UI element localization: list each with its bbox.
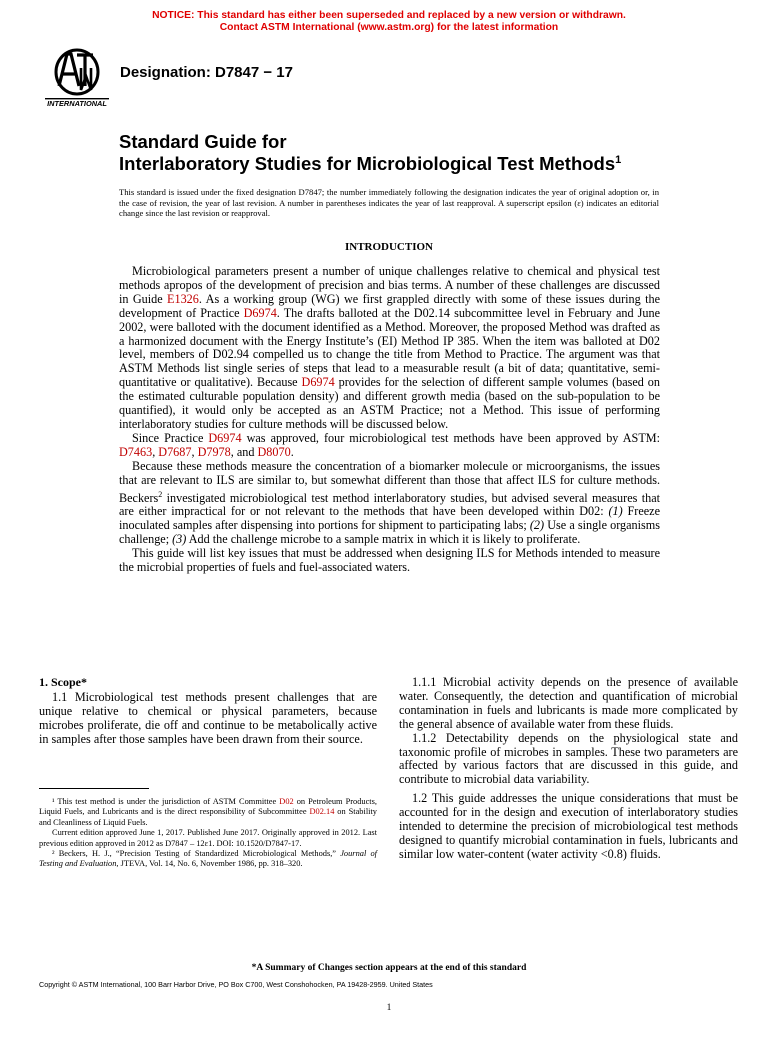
footnote-ref-2[interactable]: 2 (158, 489, 163, 499)
footnote-1: ¹ This test method is under the jurisdiction of ASTM Committee D02 on Petroleum Products, Liquid Fuels, and Lubricants and is the direct responsibility of Subcommittee D02.14 on Stability and Cleanliness of Liquid Fuels. (39, 797, 377, 827)
introduction-heading: INTRODUCTION (344, 241, 433, 253)
footnotes (39, 797, 377, 870)
scope-1-1-1: 1.1.1 Microbial activity depends on the presence of available water. Consequently, the detection and quantification of microbial contamination in fuels and lubricants is made more complicated by the general absence of available water from these fluids. (399, 675, 738, 731)
left-column (39, 676, 377, 747)
link-d6974[interactable]: D6974 (243, 305, 277, 320)
summary-of-changes-note: *A Summary of Changes section appears at the end of this standard (251, 963, 527, 973)
withdrawal-notice (0, 10, 778, 34)
link-d02-14[interactable]: D02.14 (309, 807, 335, 817)
scope-1-1: 1.1 Microbiological test methods present challenges that are unique relative to chemical or physical parameters, because microbes proliferate, die off and continue to be metabolically active in samples after those samples have been drawn from their source. (39, 689, 377, 746)
title-main: Interlaboratory Studies for Microbiological Test Methods (119, 153, 616, 175)
preamble: This standard is issued under the fixed designation D7847; the number immediately following the designation indicates the year of original adoption or, in the case of revision, the year of last revision. A number in parentheses indicates the year of last reapproval. A superscript epsilon (ε) indicates an editorial change since the last revision or reapproval. (119, 187, 659, 219)
scope-heading: 1. Scope* (39, 675, 87, 689)
title-line-2 (119, 151, 621, 173)
designation: Designation: D7847 − 17 (120, 64, 293, 81)
introduction-body (119, 265, 660, 575)
page-number: 1 (386, 1003, 392, 1013)
astm-logo-icon (41, 46, 113, 108)
link-d6974[interactable]: D6974 (301, 375, 335, 390)
intro-paragraph-3: Because these methods measure the concentration of a biomarker molecule or microorganisms, the issues that are relevant to ILS are similar to, but somewhat different than those that affect ILS for culture methods. Beckers$^2$ investigated microbiological test method interlaboratory studies, but advised several measures that are either impractical for or not relevant to the methods that have been developed within D02: (1) Freeze inoculated samples after dispensing into portions for shipment to participating labs; (2) Use a single organisms challenge; (3) Add the challenge microbe to a sample matrix in which it is likely to proliferate. (119, 458, 660, 547)
notice-line-1: NOTICE: This standard has either been superseded and replaced by a new version or withdrawn. (152, 10, 626, 21)
copyright: Copyright © ASTM International, 100 Barr Harbor Drive, PO Box C700, West Conshohocken, PA 19428-2959. United States (39, 980, 433, 989)
logo-wordmark: INTERNATIONAL (47, 99, 107, 108)
title-line-1: Standard Guide for (119, 131, 287, 152)
link-d02[interactable]: D02 (279, 797, 294, 806)
intro-paragraph-4: This guide will list key issues that must be addressed when designing ILS for Methods intended to measure the microbial properties of fuels and fuel-associated waters. (119, 546, 660, 575)
link-d6974[interactable]: D6974 (208, 430, 242, 445)
document-title (119, 132, 621, 173)
right-column (399, 676, 738, 862)
scope-1-1-2: 1.1.2 Detectability depends on the physiological state and taxonomic profile of microbes in samples. These two parameters are affected by various factors that are discussed in this guide, and contribute to microbial data variability. (399, 730, 738, 787)
intro-paragraph-1: Microbiological parameters present a number of unique challenges relative to chemical and physical test methods apropos of the development of precision and bias terms. A number of these challenges are discussed in Guide E1326. As a working group (WG) we first grappled directly with some of these issues during the development of Practice D6974. The drafts balloted at the D02.14 subcommittee level in February and June 2002, were balloted with the document identified as a Method. Moreover, the proposed Method was drafted as a harmonized document with the Energy Institute’s (EI) Method IP 385. When the item was balloted at D02 level, members of D02.94 compelled us to change the title from Method to Practice. The argument was that ASTM Methods list single series of steps that lead to a measurable result (a bit of data; quantitative, semi-quantitative or qualitative). Because D6974 provides for the selection of different sample volumes (based on the estimated culturable population density) and different growth media (based on the sub-population to be quantified), it would only be accepted as an ASTM Practice; not a Method. This issue of performing interlaboratory studies for culture methods will be discussed below. (119, 264, 661, 431)
scope-1-2: 1.2 This guide addresses the unique considerations that must be accounted for in the design and execution of interlaboratory studies intended to determine the precision of microbiological test methods designed to quantify microbial contamination in fuels, lubricants and similar low water-content (water activity <0.8) fluids. (399, 791, 738, 861)
link-d7463[interactable]: D7463 (119, 444, 153, 459)
footnote-1-edition: Current edition approved June 1, 2017. Published June 2017. Originally approved in 2012. Last previous edition approved in 2012 as D7847 – 12ε1. DOI: 10.1520/D7847-17. (39, 828, 377, 848)
link-d7687[interactable]: D7687 (158, 444, 192, 459)
link-e1326[interactable]: E1326 (167, 291, 199, 306)
intro-paragraph-2: Since Practice D6974 was approved, four microbiological test methods have been approved by ASTM: D7463, D7687, D7978, and D8070. (119, 430, 660, 459)
title-footnote-mark: 1 (615, 154, 622, 166)
link-d7978[interactable]: D7978 (197, 444, 231, 459)
notice-line-2: Contact ASTM International (www.astm.org) for the latest information (219, 22, 559, 33)
link-d8070[interactable]: D8070 (257, 444, 291, 459)
footnote-divider (39, 788, 149, 789)
footnote-2: ² Beckers, H. J., “Precision Testing of Standardized Microbiological Methods,” Journal of Testing and Evaluation, JTEVA, Vol. 14, No. 6, November 1986, pp. 318–320. (39, 849, 377, 869)
